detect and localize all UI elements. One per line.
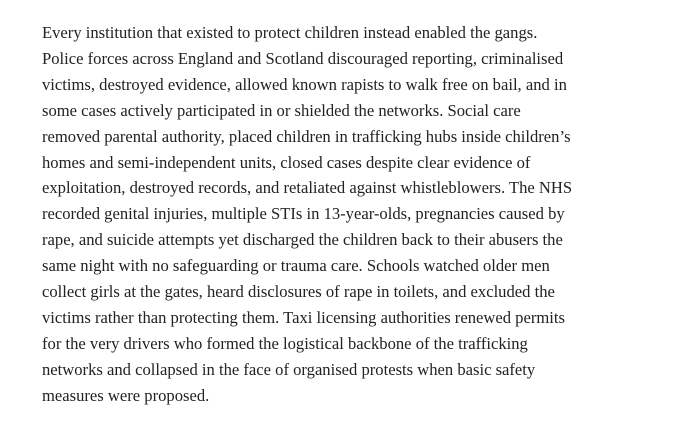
paragraph-line: victims rather than protecting them. Taxi licensing authorities renewed permits (42, 307, 565, 327)
paragraph-line: recorded genital injuries, multiple STIs in 13-year-olds, pregnancies caused by (42, 204, 565, 224)
paragraph-line: measures were proposed. (42, 385, 210, 405)
paragraph-line: for the very drivers who formed the logistical backbone of the trafficking (42, 333, 528, 353)
paragraph-line: Every institution that existed to protect children instead enabled the gangs. (42, 23, 538, 42)
paragraph-line: some cases actively participated in or shielded the networks. Social care (42, 100, 521, 120)
paragraph-line: exploitation, destroyed records, and retaliated against whistleblowers. The NHS (42, 178, 573, 198)
paragraph-line: same night with no safeguarding or trauma care. Schools watched older men (42, 256, 550, 276)
paragraph-line: homes and semi-independent units, closed cases despite clear evidence of (42, 152, 531, 172)
paragraph-line: rape, and suicide attempts yet discharged the children back to their abusers the (42, 230, 563, 250)
body-paragraph (42, 20, 642, 409)
paragraph-line: Police forces across England and Scotland discouraged reporting, criminalised (42, 48, 564, 68)
paragraph-line: networks and collapsed in the face of organised protests when basic safety (42, 359, 536, 379)
paragraph-line: removed parental authority, placed children in trafficking hubs inside children’s (42, 126, 571, 146)
paragraph-line: victims, destroyed evidence, allowed known rapists to walk free on bail, and in (42, 74, 567, 94)
paragraph-line: collect girls at the gates, heard disclosures of rape in toilets, and excluded the (42, 282, 555, 302)
